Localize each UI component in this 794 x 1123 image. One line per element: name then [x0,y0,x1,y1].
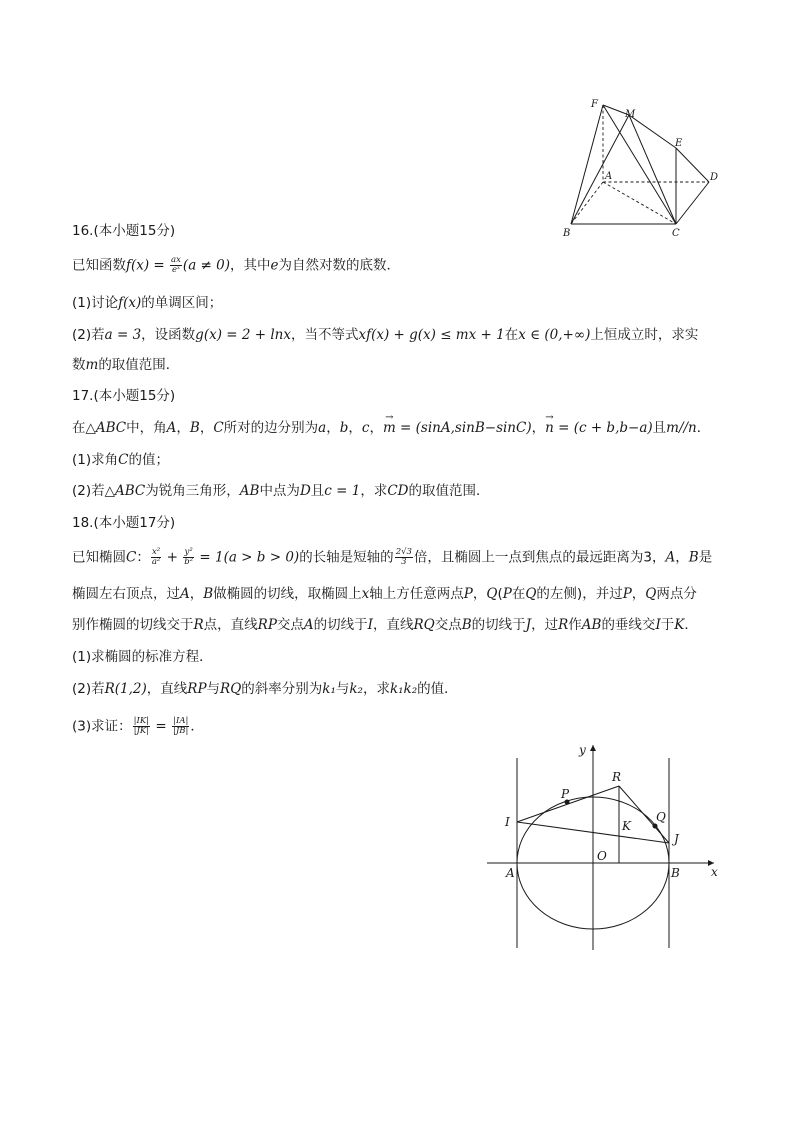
label-E: E [675,138,683,149]
label-C: C [672,228,680,239]
label-F: F [591,99,598,110]
label-B: B [671,866,680,880]
label-x: x [711,865,718,879]
q18-header: 18.(本小题17分) [72,515,176,531]
q18-part2: (2)若R(1,2)，直线RP与RQ的斜率分别为k₁与k₂，求k₁k₂的值． [72,681,458,697]
q17-part1: (1)求角C的值； [72,452,169,468]
q16-stem: 已知函数f(x) = $\frac{ax}{\text{eˣ}}$ (a ≠ 0)，其中e为自然对数的底数． [72,255,400,275]
point-Q [653,824,658,829]
label-y: y [579,743,586,757]
edge-MB [571,115,629,224]
label-A: A [506,866,515,880]
q16-part2-line1: (2)若a = 3，设函数g(x) = 2 + lnx，当不等式xf(x) + g(x) ≤ mx + 1在x ∈ (0,+∞)上恒成立时，求实 [72,327,699,343]
vector-n: → n [545,419,554,437]
hidden-edge-AC [603,182,676,224]
label-Q: Q [656,810,666,824]
hidden-edge-AB [571,182,603,224]
q16-fraction: $\frac{ax}{\text{eˣ}}$ [171,255,181,275]
q16-part2-line2: 数m的取值范围． [72,357,180,373]
label-R: R [612,770,622,784]
q16-part1: (1)讨论f(x)的单调区间； [72,295,223,311]
q18-stem-line3: 别作椭圆的切线交于R点，直线RP交点A的切线于I，直线RQ交点B的切线于J，过R作AB的垂线交I于K． [72,617,698,633]
edge-FB [571,105,603,224]
q18-stem-line2: 椭圆左右顶点，过A，B做椭圆的切线，取椭圆上x轴上方任意两点P，Q(P在Q的左侧)，并过P，Q两点分 [72,586,697,602]
label-D: D [710,172,719,183]
solid-geometry-figure [555,92,730,240]
q18-stem-line1: 已知椭圆C： $\frac{\text{x²}}{\text{a²}}$ + $\frac{\text{y²}}{\text{b²}}$ = 1(a > b > 0)的长轴是短轴的 $\frac{2√3}{3}$ 倍，且椭圆上一点到焦点的最远距离为3，A，B是 [72,547,713,567]
label-O: O [597,849,607,863]
label-J: J [674,832,679,846]
q16-header: 16.(本小题15分) [72,223,176,239]
q18-part3: (3)求证： $\frac{|IK|}{|JK|}$ = $\frac{|IA|}{|JB|}$ ． [72,716,204,736]
label-B: B [563,228,571,239]
q17-stem: 在△ABC中，角A，B，C所对的边分别为a，b，c，→ m = (sinA,sinB−sinC)，→ n = (c + b,b−a)且m//n． [72,419,710,437]
q17-part2: (2)若△ABC为锐角三角形，AB中点为D且c = 1，求CD的取值范围． [72,483,490,499]
ellipse-figure [482,740,727,955]
q18-part1: (1)求椭圆的标准方程． [72,649,213,665]
label-K: K [622,819,631,833]
label-I: I [505,815,510,829]
q17-header: 17.(本小题15分) [72,388,176,404]
edge-DC [676,182,709,224]
vector-m: → m [383,419,396,437]
label-P: P [561,787,570,801]
label-M: M [625,109,636,120]
label-A: A [605,171,613,182]
edge-ED [676,148,709,182]
